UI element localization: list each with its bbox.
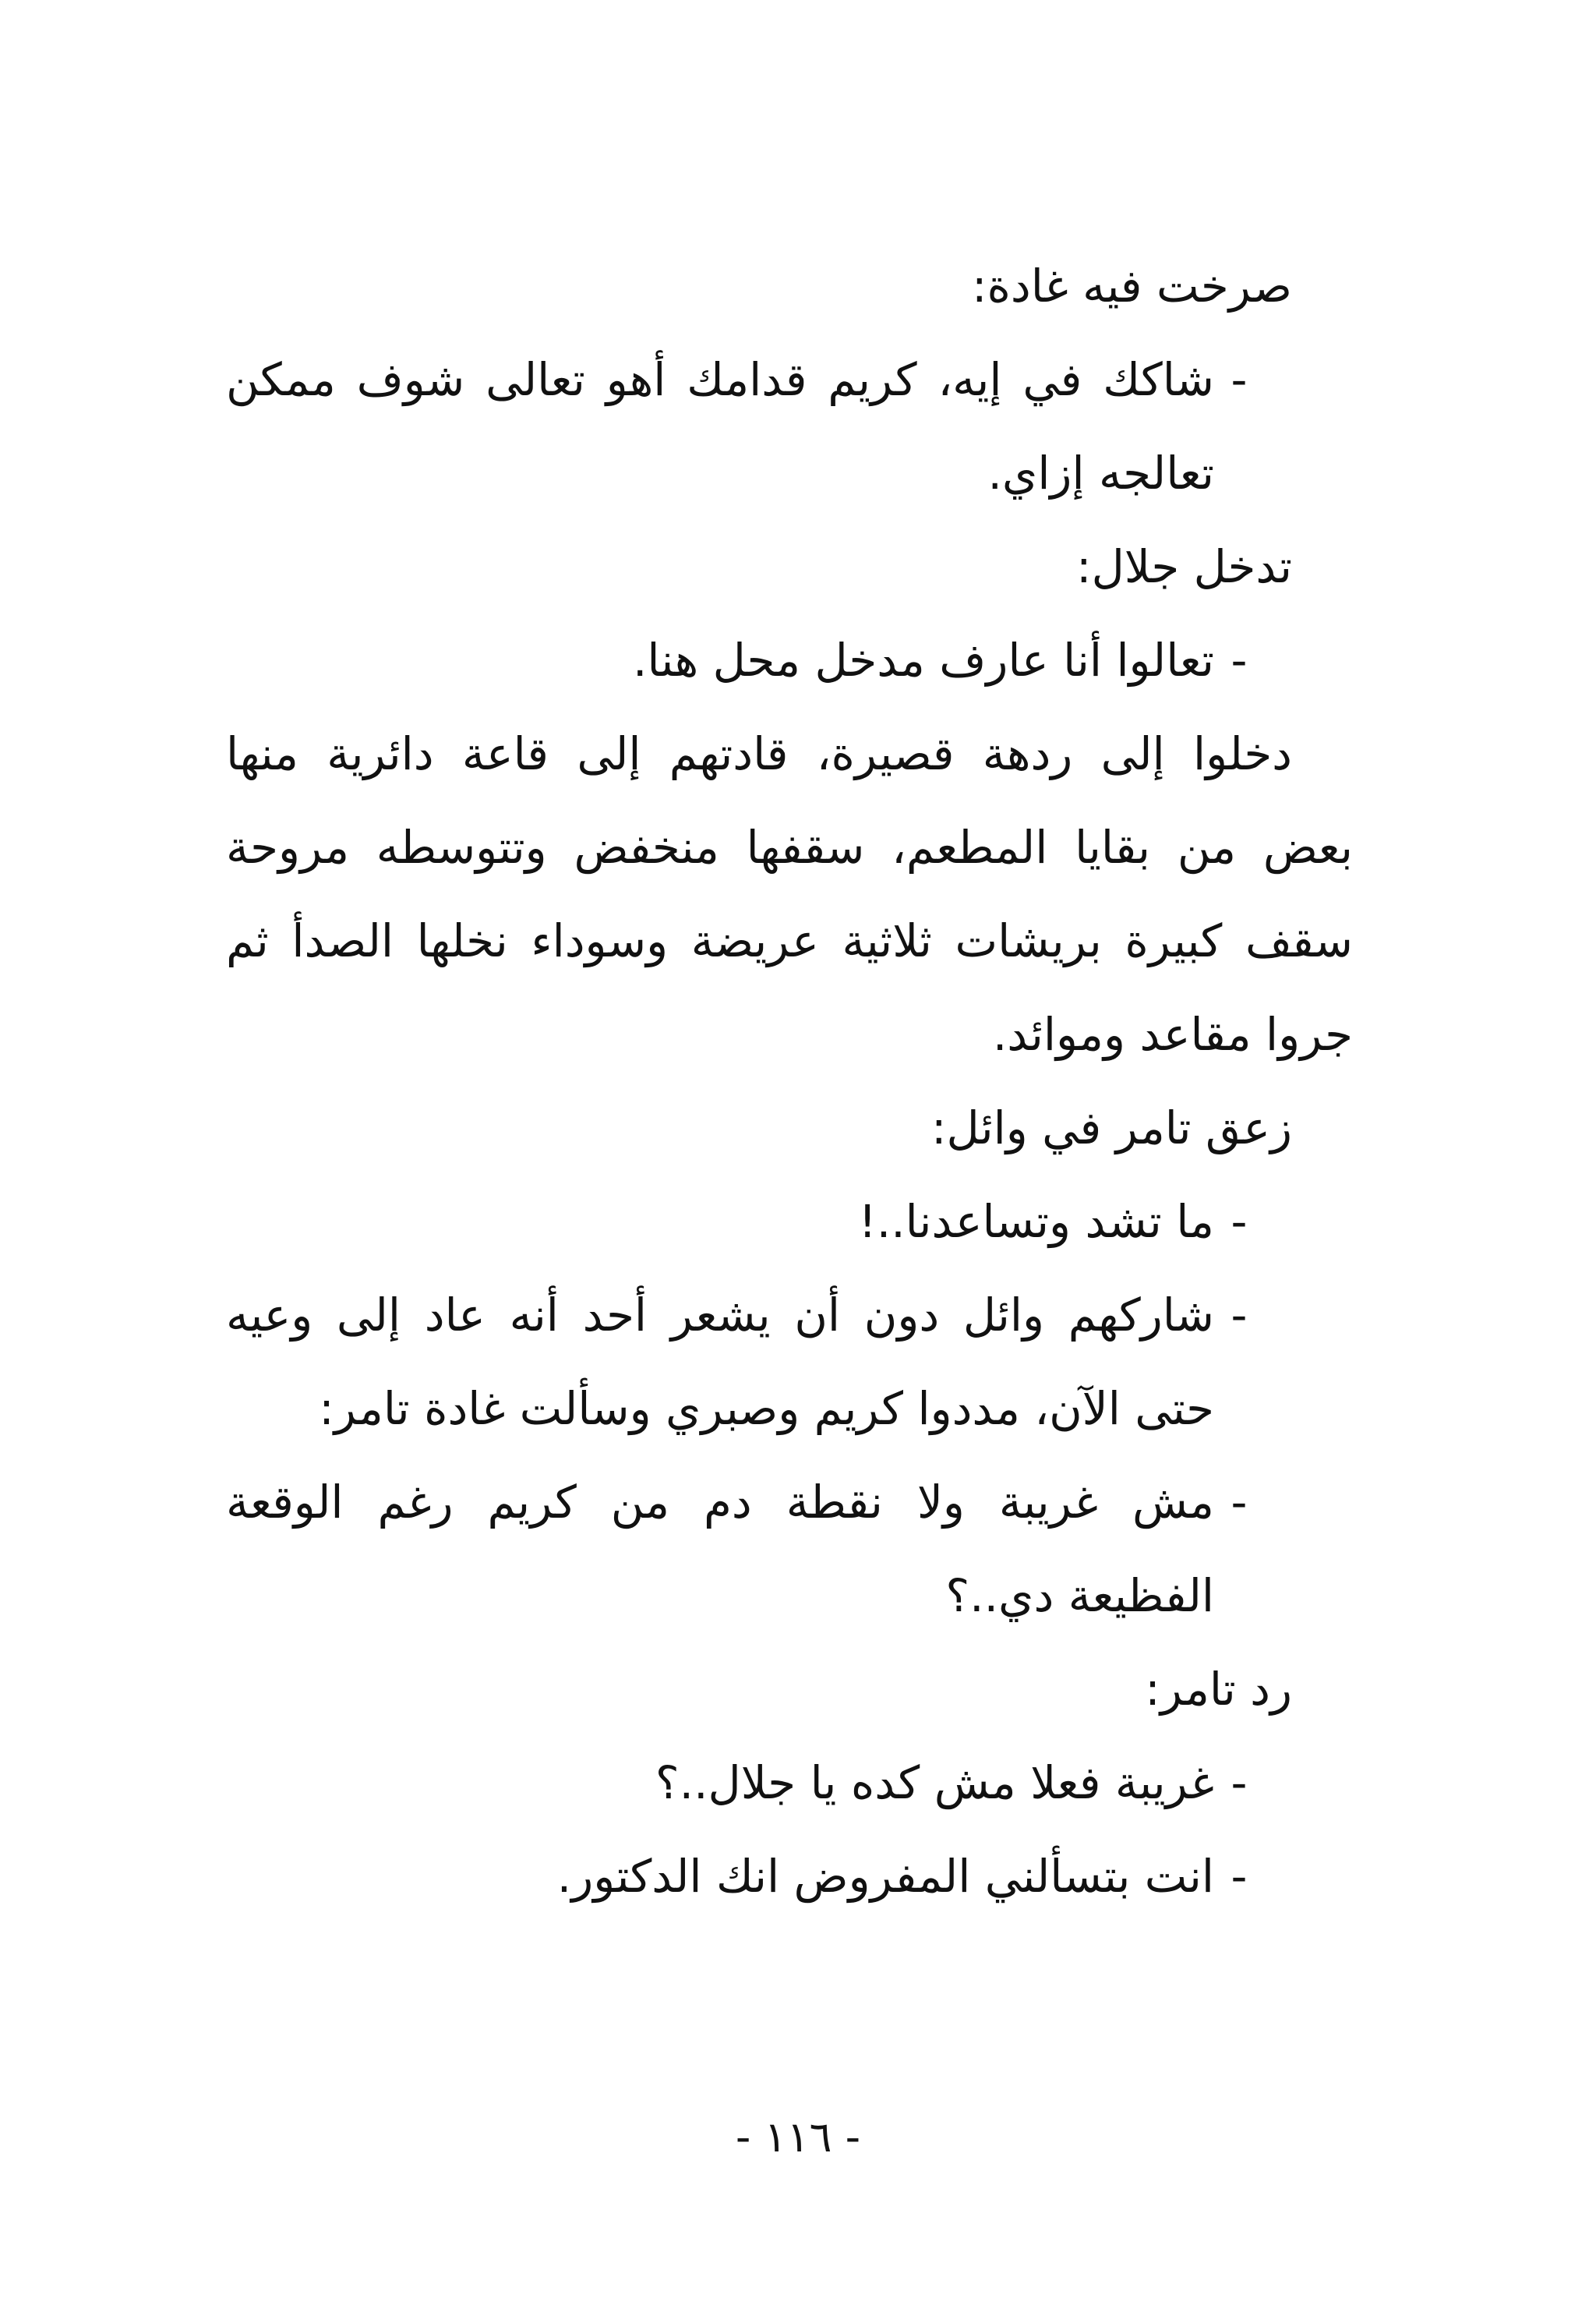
text-line-11: ما تشد وتساعدنا..! [858, 1195, 1214, 1248]
page-number: - ١١٦ - [735, 2112, 861, 2162]
text-line-16: رد تامر: [1145, 1663, 1292, 1716]
dialogue-dash-6: - [1231, 1756, 1248, 1809]
text-line-10: زعق تامر في وائل: [931, 1101, 1292, 1154]
text-line-4: تدخل جلال: [1076, 540, 1292, 593]
text-line-1: صرخت فيه غادة: [971, 260, 1292, 313]
dialogue-dash-1: - [1231, 353, 1248, 406]
text-line-9: جروا مقاعد وموائد. [992, 1008, 1353, 1061]
text-line-7: بعض من بقايا المطعم، سقفها منخفض وتتوسطه مروحة [226, 821, 1353, 874]
dialogue-dash-3: - [1231, 1195, 1248, 1248]
text-line-15: الفظيعة دي..؟ [945, 1569, 1214, 1622]
text-line-6: دخلوا إلى ردهة قصيرة، قادتهم إلى قاعة دائرية منها [226, 727, 1292, 780]
text-line-12: شاركهم وائل دون أن يشعر أحد أنه عاد إلى وعيه [226, 1289, 1214, 1342]
text-line-18: انت بتسألني المفروض انك الدكتور. [556, 1850, 1214, 1903]
text-line-13: حتى الآن، مددوا كريم وصبري وسألت غادة تامر: [319, 1382, 1214, 1435]
text-line-8: سقف كبيرة بريشات ثلاثية عريضة وسوداء نخلها الصدأ ثم [226, 914, 1353, 967]
dialogue-dash-2: - [1231, 634, 1248, 687]
text-line-3: تعالجه إزاي. [987, 447, 1214, 500]
dialogue-dash-5: - [1231, 1476, 1248, 1529]
text-line-5: تعالوا أنا عارف مدخل محل هنا. [633, 634, 1214, 687]
dialogue-dash-7: - [1231, 1850, 1248, 1903]
dialogue-dash-4: - [1231, 1289, 1248, 1342]
text-line-17: غريبة فعلا مش كده يا جلال..؟ [655, 1756, 1214, 1809]
text-line-2: شاكك في إيه، كريم قدامك أهو تعالى شوف ممكن [226, 353, 1214, 406]
text-line-14: مش غريبة ولا نقطة دم من كريم رغم الوقعة [226, 1476, 1214, 1529]
